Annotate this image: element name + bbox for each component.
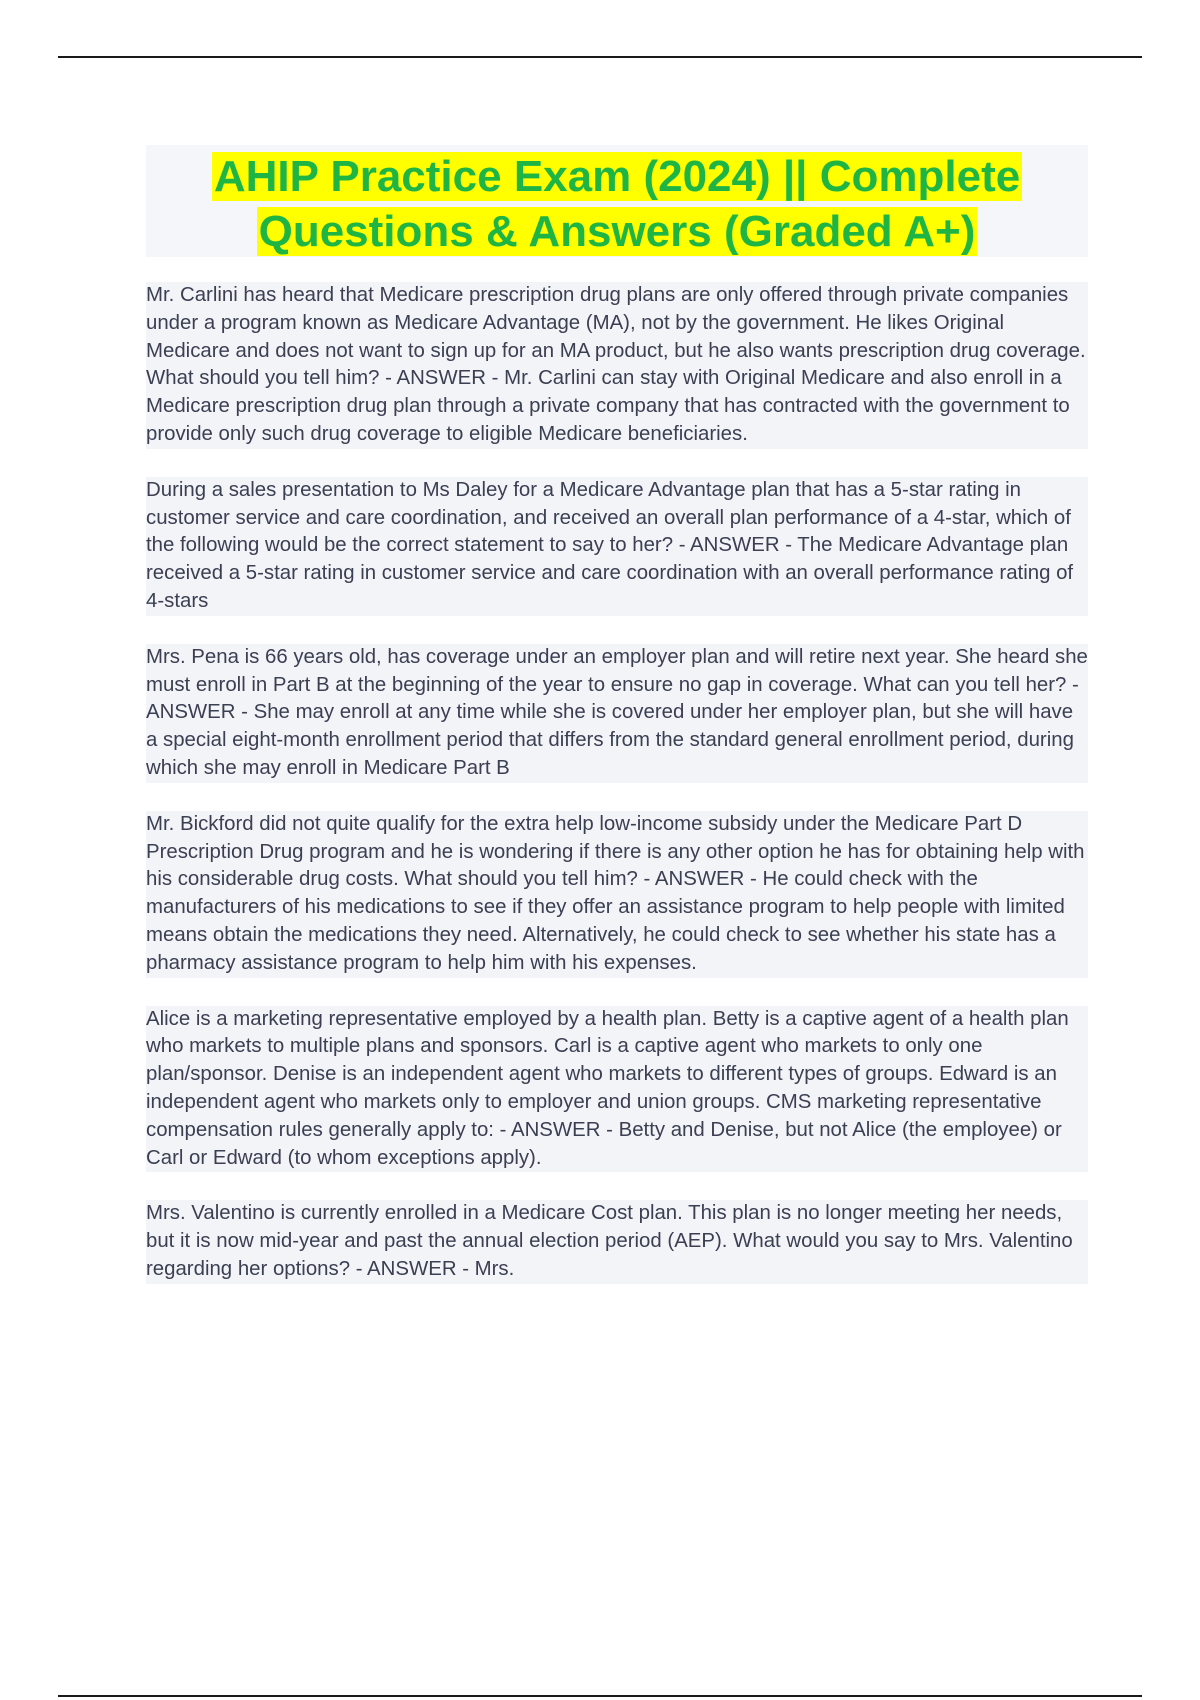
title-line-1: AHIP Practice Exam (2024) || Complete	[213, 152, 1021, 201]
top-rule	[58, 56, 1142, 58]
qa-paragraph-bickford: Mr. Bickford did not quite qualify for the extra help low-income subsidy under the Medicare Part D Prescription Drug program and he is wondering if there is any other option he has for obtaining help with his considerable drug costs. What should you tell him? - ANSWER - He could check with the manufacturers of his medications to see if they offer an assistance program to help people with limited means obtain the medications they need. Alternatively, he could check to see whether his state has a pharmacy assistance program to help him with his expenses.	[146, 811, 1088, 978]
qa-content	[146, 282, 1088, 1312]
title-line-2: Questions & Answers (Graded A+)	[258, 207, 976, 256]
title-band	[146, 145, 1088, 257]
bottom-rule	[58, 1695, 1142, 1697]
qa-paragraph-compensation: Alice is a marketing representative employed by a health plan. Betty is a captive agent of a health plan who markets to multiple plans and sponsors. Carl is a captive agent who markets to only one plan/sponsor. Denise is an independent agent who markets to different types of groups. Edward is an independent agent who markets only to employer and union groups. CMS marketing representative compensation rules generally apply to: - ANSWER - Betty and Denise, but not Alice (the employee) or Carl or Edward (to whom exceptions apply).	[146, 1006, 1088, 1173]
qa-paragraph-valentino: Mrs. Valentino is currently enrolled in a Medicare Cost plan. This plan is no longer meeting her needs, but it is now mid-year and past the annual election period (AEP). What would you say to Mrs. Valentino regarding her options? - ANSWER - Mrs.	[146, 1200, 1088, 1283]
qa-paragraph-daley: During a sales presentation to Ms Daley for a Medicare Advantage plan that has a 5-star rating in customer service and care coordination, and received an overall plan performance of a 4-star, which of the following would be the correct statement to say to her? - ANSWER - The Medicare Advantage plan received a 5-star rating in customer service and care coordination with an overall performance rating of 4-stars	[146, 477, 1088, 616]
document-title	[146, 145, 1088, 259]
qa-paragraph-carlini: Mr. Carlini has heard that Medicare prescription drug plans are only offered through private companies under a program known as Medicare Advantage (MA), not by the government. He likes Original Medicare and does not want to sign up for an MA product, but he also wants prescription drug coverage. What should you tell him? - ANSWER - Mr. Carlini can stay with Original Medicare and also enroll in a Medicare prescription drug plan through a private company that has contracted with the government to provide only such drug coverage to eligible Medicare beneficiaries.	[146, 282, 1088, 449]
qa-paragraph-pena: Mrs. Pena is 66 years old, has coverage under an employer plan and will retire next year. She heard she must enroll in Part B at the beginning of the year to ensure no gap in coverage. What can you tell her? - ANSWER - She may enroll at any time while she is covered under her employer plan, but she will have a special eight-month enrollment period that differs from the standard general enrollment period, during which she may enroll in Medicare Part B	[146, 644, 1088, 783]
